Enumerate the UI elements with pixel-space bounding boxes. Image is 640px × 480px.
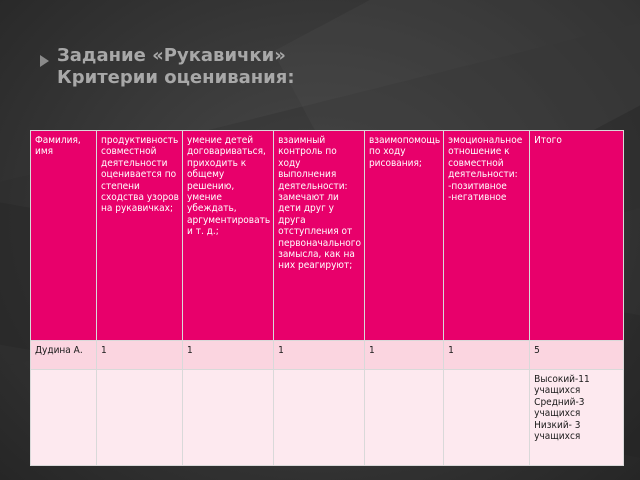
cell-empty: [97, 370, 183, 466]
title-line-2: Критерии оценивания:: [57, 67, 295, 88]
header-cell-agreement: умение детей договариваться, приходить к общему решению, умение убеждать, аргументировать и т. д.;: [183, 131, 274, 341]
cell-empty: [364, 370, 443, 466]
cell-score: 1: [274, 341, 365, 370]
cell-score: 1: [97, 341, 183, 370]
header-cell-mutual-control: взаимный контроль по ходу выполнения деятельности: замечают ли дети друг у друга отступления от первоначального замысла, как на них реагируют;: [274, 131, 365, 341]
cell-empty: [274, 370, 365, 466]
slide-title: [57, 45, 295, 89]
cell-empty: [444, 370, 530, 466]
cell-level-summary: Высокий-11 учащихся Средний-3 учащихся Низкий- 3 учащихся: [530, 370, 624, 466]
table-row: [31, 341, 624, 370]
cell-score: 1: [444, 341, 530, 370]
header-cell-name: Фамилия, имя: [31, 131, 97, 341]
table-row: [31, 370, 624, 466]
header-cell-emotional-attitude: эмоциональное отношение к совместной деятельности: -позитивное -негативное: [444, 131, 530, 341]
criteria-table: [30, 130, 624, 466]
cell-total: 5: [530, 341, 624, 370]
cell-student-name: Дудина А.: [31, 341, 97, 370]
header-cell-mutual-help: взаимопомощь по ходу рисования;: [364, 131, 443, 341]
table-header-row: [31, 131, 624, 341]
header-cell-productivity: продуктивность совместной деятельности оценивается по степени сходства узоров на рукавичках;: [97, 131, 183, 341]
cell-score: 1: [364, 341, 443, 370]
header-cell-total: Итого: [530, 131, 624, 341]
cell-empty: [31, 370, 97, 466]
cell-empty: [183, 370, 274, 466]
title-bullet-icon: [40, 55, 49, 67]
cell-score: 1: [183, 341, 274, 370]
title-line-1: Задание «Рукавички»: [57, 45, 286, 66]
